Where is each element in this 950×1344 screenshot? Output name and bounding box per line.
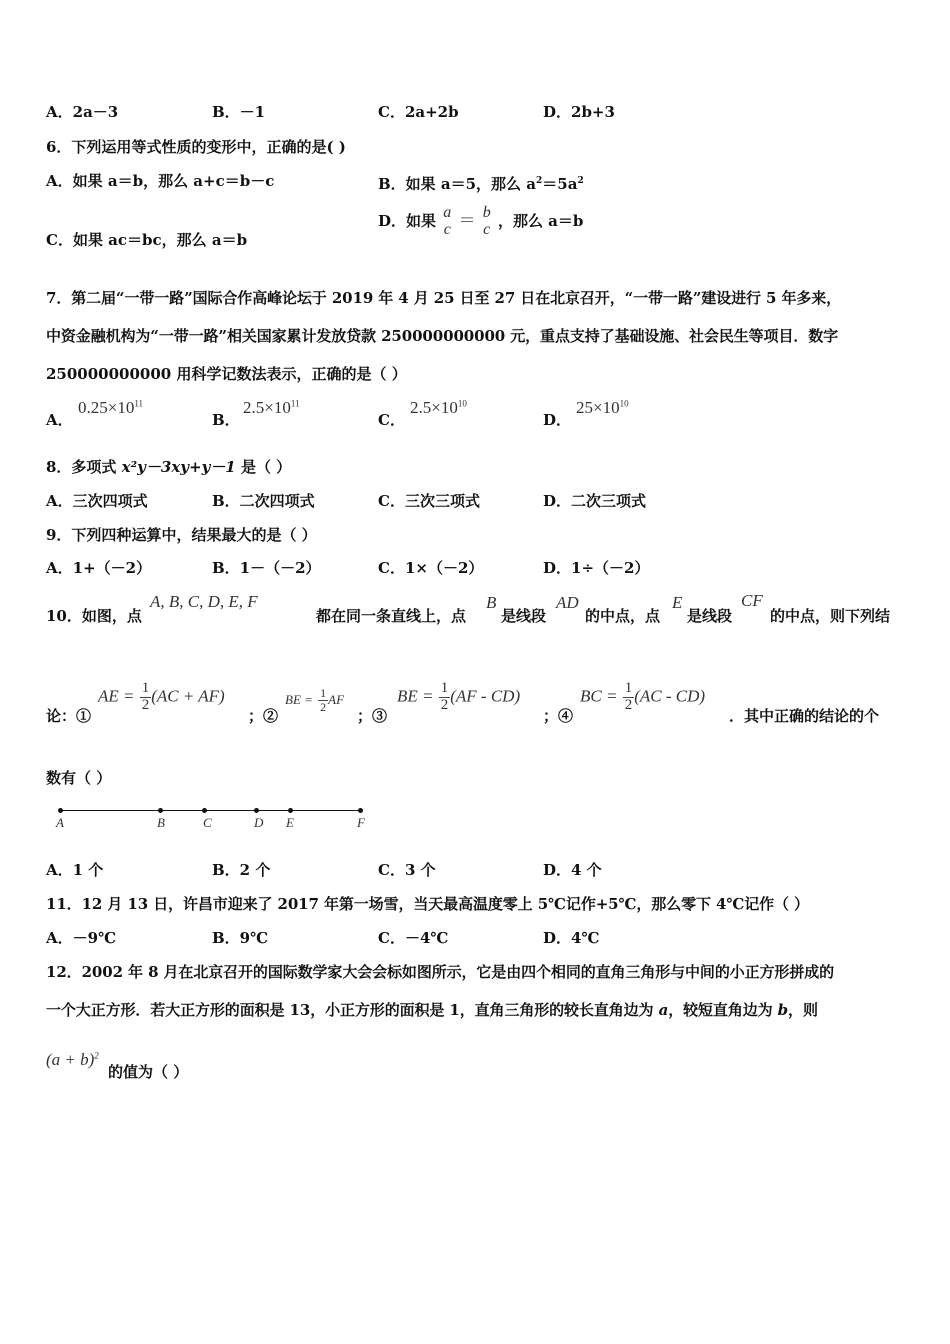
q12-expression [46,1050,99,1070]
q7-option-a-label: A． [46,411,73,429]
q7-line-3: 250000000000 用科学记数法表示，正确的是（ ） [46,365,407,383]
q6-option-a: A．如果 a＝b，那么 a+c＝b－c [46,172,275,190]
q6-option-d [378,205,583,239]
sci-exp: 11 [134,398,144,409]
q6-stem: 6．下列运用等式性质的变形中，正确的是( ) [46,138,346,156]
formula-rhs: (AC + AF) [151,686,225,706]
half-fraction [318,687,328,713]
q10-option-d: D．4 个 [543,861,602,879]
formula-lhs: BE = [397,686,434,706]
q6-eq: ＝ [458,210,476,230]
frac-num: 1 [141,680,150,696]
q6-option-b-pre: B．如果 a＝5，那么 a [378,175,536,193]
q10-part-6: 的中点，则下列结 [770,607,891,625]
q10-formula-2 [285,687,344,713]
q6-option-d-pre: D．如果 [378,211,437,230]
q12-line-2 [46,1000,818,1020]
q10-point-b: B [486,593,497,612]
q10-points: A, B, C, D, E, F [150,592,258,611]
q12-line-1: 12．2002 年 8 月在北京召开的国际数学家大会会标如图所示，它是由四个相同的直角三角形与中间的小正方形拼成的 [46,963,835,981]
q11-stem: 11．12 月 13 日，许昌市迎来了 2017 年第一场雪，当天最高温度零上 5℃记作+5℃，那么零下 4℃记作（ ） [46,895,809,913]
q8-pre: 8．多项式 [46,458,122,476]
frac-den: 2 [320,699,327,714]
q12-line-2-pre: 一个大正方形．若大正方形的面积是 13，小正方形的面积是 1，直角三角形的较长直角边为 [46,1001,659,1019]
q10-line-3: 数有（ ） [46,769,112,787]
q10-part-5: 是线段 [687,607,733,625]
point-b-dot [158,808,163,813]
q8-option-b: B．二次四项式 [212,492,315,510]
q10-part-1: 10．如图，点 [46,607,142,625]
q6-fraction-b-over-c [481,205,493,239]
q7-option-a-value [78,398,143,418]
q10-option-c: C．3 个 [378,861,436,879]
q7-option-b-label: B． [212,411,240,429]
q12-line-2-post: ，则 [788,1001,818,1019]
formula-lhs: BE = [285,692,313,708]
label-f: F [357,815,365,830]
frac-den: 2 [440,696,449,713]
q9-option-a: A．1+（－2） [46,559,152,577]
half-fraction [140,681,152,714]
formula-rhs: AF [328,692,345,708]
q7-option-c-value [410,398,467,418]
q12-var-b: b [777,1001,789,1019]
sci-base: 0.25×10 [78,398,135,417]
q7-option-b-value [243,398,300,418]
q9-stem: 9．下列四种运算中，结果最大的是（ ） [46,526,317,544]
q12-post: 的值为（ ） [108,1063,189,1081]
q10-formula-4 [580,681,705,714]
label-c: C [203,815,212,830]
q5-option-a: A．2a－3 [46,103,119,121]
q10-sep-2: ；② [248,707,279,725]
frac-den: c [483,220,491,238]
sci-base: 2.5×10 [243,398,291,417]
q10-sep-4: ；④ [543,707,574,725]
formula-lhs: AE = [98,686,135,706]
q6-option-d-post: ，那么 a＝b [497,211,584,230]
point-a-dot [58,808,63,813]
q11-option-c: C．－4℃ [378,929,449,947]
q7-option-c-label: C． [378,411,405,429]
q8-option-c: C．三次三项式 [378,492,480,510]
q10-part-4: 的中点，点 [585,607,661,625]
sci-base: 25×10 [576,398,620,417]
label-b: B [157,815,165,830]
q8-stem [46,457,291,477]
formula-rhs: (AC - CD) [634,686,706,706]
frac-den: 2 [141,696,150,713]
half-fraction [439,681,451,714]
q11-option-b: B．9℃ [212,929,269,947]
q6-option-b-mid: ＝5a [542,175,578,193]
frac-num: 1 [440,680,449,696]
q5-option-b: B．－1 [212,103,266,121]
q10-formula-3 [397,681,520,714]
point-e-dot [288,808,293,813]
label-a: A [56,815,64,830]
q9-option-c: C．1×（－2） [378,559,484,577]
q10-part-2: 都在同一条直线上，点 [316,607,467,625]
frac-den: 2 [624,696,633,713]
q10-tail: ．其中正确的结论的个 [729,707,880,725]
q10-conclusion-label: 论：① [46,707,92,725]
q8-post: 是（ ） [235,458,292,476]
q12-line-2-mid: ，较短直角边为 [668,1001,778,1019]
label-e: E [286,815,294,830]
q11-option-a: A．－9℃ [46,929,117,947]
label-d: D [254,815,264,830]
q10-part-3: 是线段 [501,607,547,625]
q10-option-a: A．1 个 [46,861,104,879]
expr-base: (a + b) [46,1050,95,1069]
sci-exp: 10 [619,398,629,409]
q10-sep-3: ；③ [357,707,388,725]
q7-option-d-label: D． [543,411,572,429]
q10-segment-ad: AD [556,593,579,612]
q10-point-e: E [672,593,683,612]
point-f-dot [358,808,363,813]
q10-option-b: B．2 个 [212,861,271,879]
number-line [60,810,363,811]
frac-num: b [482,204,491,221]
formula-lhs: BC = [580,686,618,706]
q9-option-b: B．1－（－2） [212,559,321,577]
q10-formula-1 [98,681,225,714]
q12-var-a: a [658,1001,669,1019]
q8-polynomial: x²y－3xy+y－1 [121,458,236,476]
q5-option-d: D．2b+3 [543,103,615,121]
frac-num: a [443,204,452,221]
q6-option-b: B．如果 a＝5，那么 $a^2=5a^2$ [378,175,584,193]
half-fraction [623,681,635,714]
frac-num: 1 [320,686,327,700]
frac-den: c [443,220,451,238]
q5-option-c: C．2a+2b [378,103,459,121]
sci-exp: 11 [290,398,300,409]
q8-option-d: D．二次三项式 [543,492,647,510]
q11-option-d: D．4℃ [543,929,600,947]
q8-option-a: A．三次四项式 [46,492,148,510]
expr-exp: 2 [94,1050,99,1061]
point-c-dot [202,808,207,813]
point-d-dot [254,808,259,813]
q7-line-1: 7．第二届“一带一路”国际合作高峰论坛于 2019 年 4 月 25 日至 27 日在北京召开，“一带一路”建设进行 5 年多来， [46,289,842,307]
q6-option-c: C．如果 ac＝bc，那么 a＝b [46,231,248,249]
q6-fraction-a-over-c [441,205,453,239]
sci-exp: 10 [457,398,467,409]
q7-line-2: 中资金融机构为“一带一路”相关国家累计发放贷款 250000000000 元，重点支持了基础设施、社会民生等项目．数字 [46,327,839,345]
q10-segment-cf: CF [741,591,763,610]
formula-rhs: (AF - CD) [450,686,521,706]
sci-base: 2.5×10 [410,398,458,417]
q9-option-d: D．1÷（－2） [543,559,650,577]
frac-num: 1 [624,680,633,696]
q7-option-d-value [576,398,629,418]
